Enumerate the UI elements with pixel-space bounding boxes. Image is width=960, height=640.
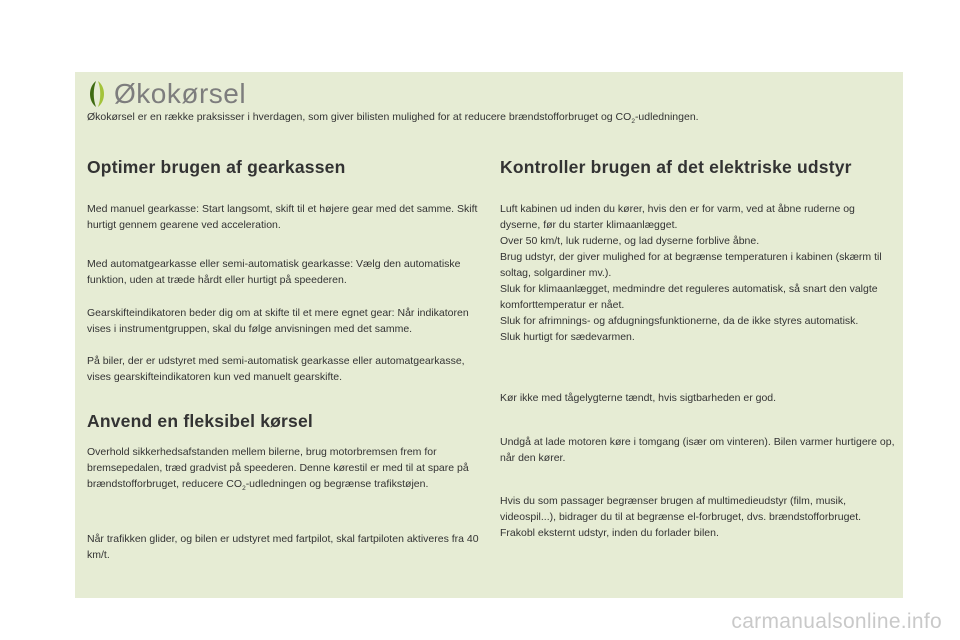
watermark: carmanualsonline.info <box>731 610 942 633</box>
list-item: Sluk for afrimnings- og afdugningsfunktionerne, da de ikke styres automatisk. <box>500 315 859 327</box>
heading-gearbox: Optimer brugen af gearkassen <box>87 157 346 177</box>
intro-text: Økokørsel er en række praksisser i hverdagen, som giver bilisten mulighed for at reducere brændstofforbruget og $CO_2$-udledningen. <box>87 111 699 126</box>
paragraph-gear-indicator: Gearskifteindikatoren beder dig om at skifte til et mere egnet gear: Når indikatoren vises i instrumentgruppen, skal du følge anvisningen med det samme. <box>87 307 469 335</box>
paragraph-safety-distance: Overhold sikkerhedsafstanden mellem bilerne, brug motorbremsen frem for bremsepedalen, træd gradvist på speederen. Denne kørestil er med til at spare på brændstofforbruget, reducere $CO_2$-udledningen og begrænse trafikstøjen. <box>87 446 469 493</box>
paragraph-cruise-control: Når trafikken glider, og bilen er udstyret med fartpilot, skal fartpiloten aktiveres fra 40 km/t. <box>87 533 479 561</box>
external-equipment-text: Frakobl eksternt udstyr, inden du forlader bilen. <box>500 527 719 539</box>
paragraph-idling: Undgå at lade motoren køre i tomgang (især om vinteren). Bilen varmer hurtigere op, når den kører. <box>500 436 895 464</box>
list-item: Luft kabinen ud inden du kører, hvis den er for varm, ved at åbne ruderne og dyserne, før du starter klimaanlægget. <box>500 203 855 231</box>
paragraph-fog-lights: Kør ikke med tågelygterne tændt, hvis sigtbarheden er god. <box>500 392 777 404</box>
list-item: Sluk for klimaanlægget, medmindre det reguleres automatisk, så snart den valgte komforttemperatur er nået. <box>500 283 878 311</box>
paragraph-automatic-gearbox: Med automatgearkasse eller semi-automatisk gearkasse: Vælg den automatiske funktion, uden at træde hårdt eller hurtigt på speederen. <box>87 258 461 286</box>
heading-flexible-driving: Anvend en fleksibel kørsel <box>87 411 313 431</box>
page-title: Økokørsel <box>114 78 247 109</box>
multimedia-text: Hvis du som passager begrænser brugen af multimedieudstyr (film, musik, videospil...), bidrager du til at begrænse el-forbruget, dvs. brændstofforbruget. <box>500 495 862 523</box>
list-item: Over 50 km/t, luk ruderne, og lad dyserne forblive åbne. <box>500 235 760 247</box>
paragraph-electrical-tips <box>500 201 895 345</box>
heading-electrical-equipment: Kontroller brugen af det elektriske udstyr <box>500 157 852 177</box>
list-item: Brug udstyr, der giver mulighed for at begrænse temperaturen i kabinen (skærm til soltag, solgardiner mv.). <box>500 251 882 279</box>
paragraph-manual-gearbox: Med manuel gearkasse: Start langsomt, skift til et højere gear med det samme. Skift hurtigt gennem gearene ved acceleration. <box>87 203 478 231</box>
paragraph-gear-indicator-auto: På biler, der er udstyret med semi-automatisk gearkasse eller automatgearkasse, vises gearskifteindikatoren kun ved manuelt gearskifte. <box>87 355 465 383</box>
page-header <box>86 74 246 114</box>
leaf-icon <box>86 79 108 109</box>
paragraph-multimedia <box>500 493 895 541</box>
list-item: Sluk hurtigt for sædevarmen. <box>500 331 635 343</box>
